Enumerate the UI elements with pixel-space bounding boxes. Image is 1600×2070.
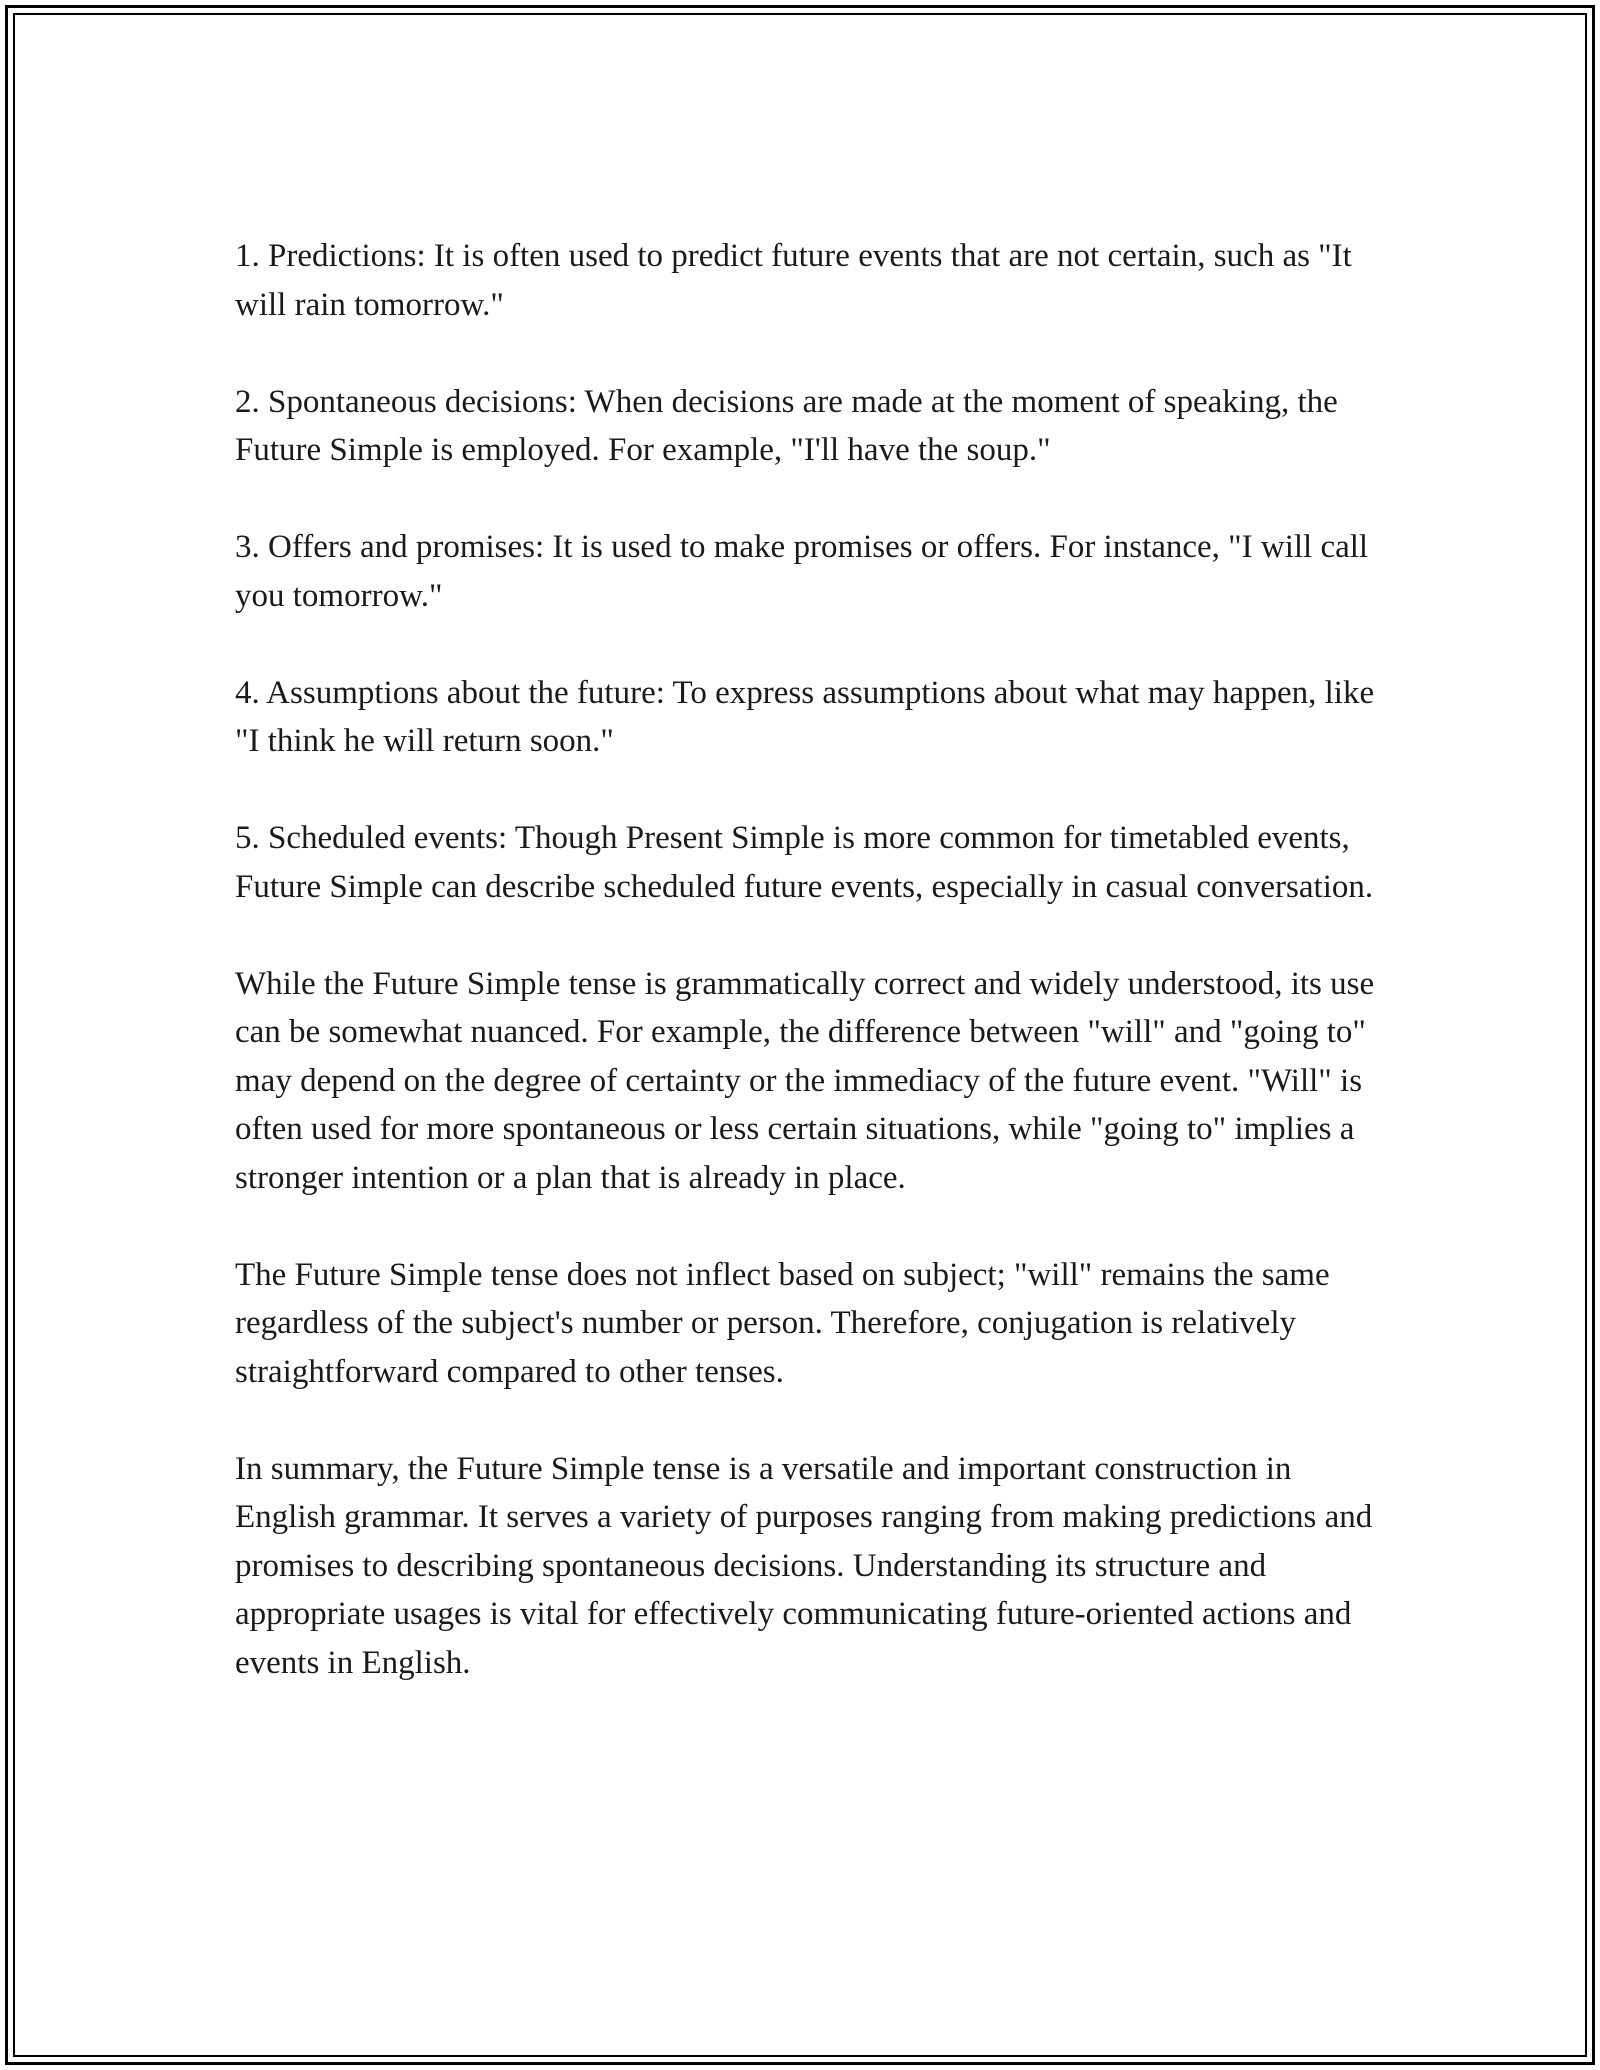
conjugation-paragraph: The Future Simple tense does not inflect based on subject; "will" remains the same regardless of the subject's number or person. Therefore, conjugation is relatively straightforward compared to other tenses. <box>235 1256 1330 1390</box>
usage-predictions-paragraph: 1. Predictions: It is often used to predict future events that are not certain, such as "It will rain tomorrow." <box>235 238 1352 323</box>
usage-spontaneous-decisions-paragraph: 2. Spontaneous decisions: When decisions are made at the moment of speaking, the Future Simple is employed. For example, "I'll have the soup." <box>235 383 1338 468</box>
usage-assumptions-paragraph: 4. Assumptions about the future: To express assumptions about what may happen, like "I think he will return soon." <box>235 674 1375 759</box>
usage-scheduled-events-paragraph: 5. Scheduled events: Though Present Simple is more common for timetabled events, Future Simple can describe scheduled future events, especially in casual conversation. <box>235 820 1374 905</box>
will-vs-going-to-paragraph: While the Future Simple tense is grammatically correct and widely understood, its use can be somewhat nuanced. For example, the difference between "will" and "going to" may depend on the degree of certainty or the immediacy of the future event. "Will" is often used for more spontaneous or less certain situations, while "going to" implies a stronger intention or a plan that is already in place. <box>235 965 1375 1196</box>
summary-paragraph: In summary, the Future Simple tense is a versatile and important construction in English grammar. It serves a variety of purposes ranging from making predictions and promises to describing spontaneous decisions. Understanding its structure and appropriate usages is vital for effectively communicating future-oriented actions and events in English. <box>235 1450 1373 1681</box>
document-body <box>235 232 1385 1687</box>
usage-offers-promises-paragraph: 3. Offers and promises: It is used to make promises or offers. For instance, "I will call you tomorrow." <box>235 529 1369 614</box>
